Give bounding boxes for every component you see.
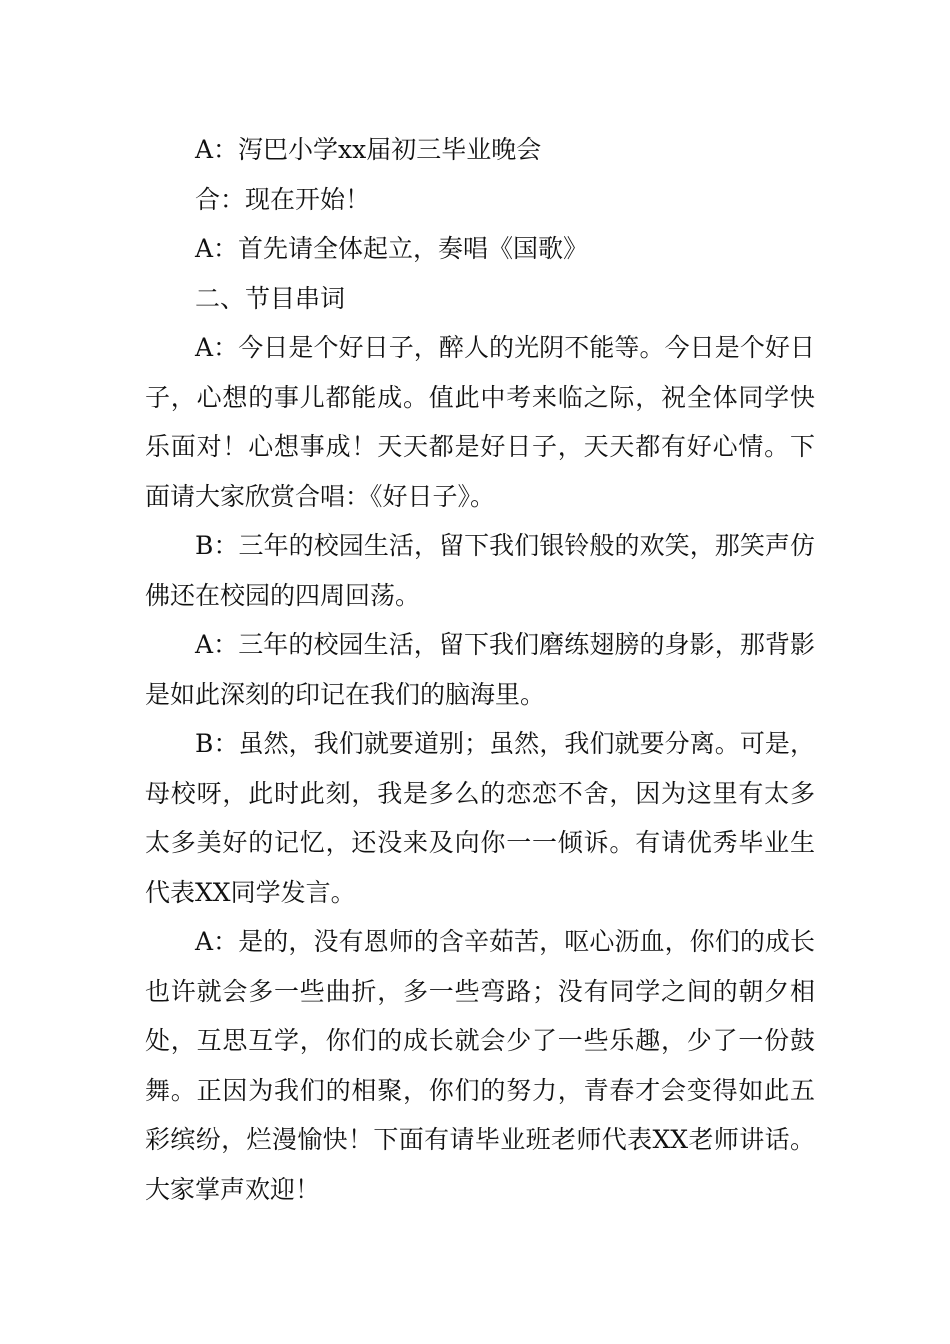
paragraph-campus-laughter: B：三年的校园生活，留下我们银铃般的欢笑，那笑声仿佛还在校园的四周回荡。: [145, 531, 815, 610]
paragraph-farewell: B：虽然，我们就要道别；虽然，我们就要分离。可是，母校呀，此时此刻，我是多么的恋恋不舍，因为这里有太多太多美好的记忆，还没来及向你一一倾诉。有请优秀毕业生代表XX同学发言。: [145, 729, 815, 907]
paragraph-start: 合：现在开始！: [195, 184, 371, 214]
paragraph-opening-announcement: A：泻巴小学xx届初三毕业晚会: [195, 135, 542, 164]
paragraph-good-day: A：今日是个好日子，醉人的光阴不能等。今日是个好日子，心想的事儿都能成。值此中考来临之际，祝全体同学快乐面对！心想事成！天天都是好日子，天天都有好心情。下面请大家欣赏合唱：《好日子》。: [145, 333, 815, 511]
paragraph-national-anthem: A：首先请全体起立，奏唱《国歌》: [195, 234, 589, 263]
paragraph-teacher-speech: A：是的，没有恩师的含辛茹苦，呕心沥血，你们的成长也许就会多一些曲折，多一些弯路；没有同学之间的朝夕相处，互思互学，你们的成长就会少了一些乐趣，少了一份鼓舞。正因为我们的相聚，你们的努力，青春才会变得如此五彩缤纷，烂漫愉快！下面有请毕业班老师代表XX老师讲话。大家掌声欢迎！: [145, 927, 815, 1204]
document-body: [145, 125, 815, 1214]
section-heading: 二、节目串词: [195, 283, 346, 313]
paragraph-campus-memory: A：三年的校园生活，留下我们磨练翅膀的身影，那背影是如此深刻的印记在我们的脑海里。: [145, 630, 815, 709]
